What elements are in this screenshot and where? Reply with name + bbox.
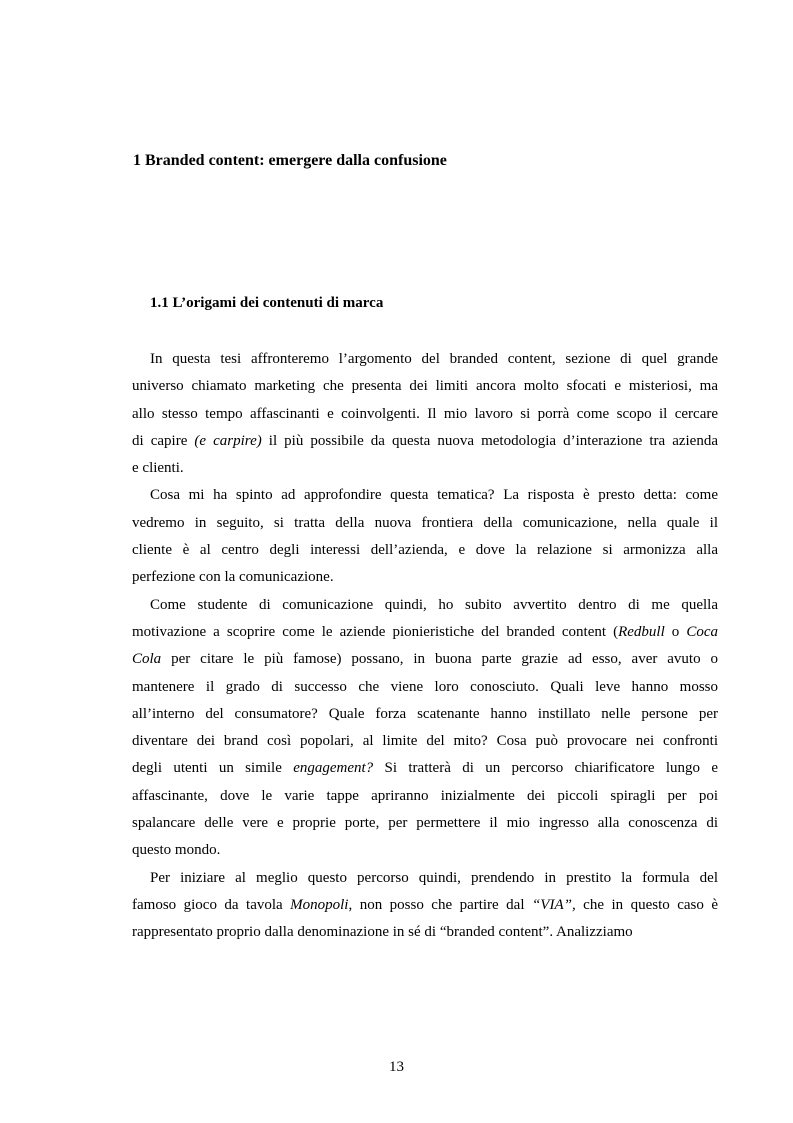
italic-text: “VIA”,: [531, 896, 576, 913]
italic-text: engagement?: [293, 760, 374, 777]
italic-text: Coca: [686, 623, 718, 640]
text-line: [132, 428, 718, 455]
text-line: [132, 783, 718, 810]
italic-text: Cola: [132, 651, 162, 668]
text-segment: questo mondo.: [132, 842, 221, 859]
text-segment: perfezione con la comunicazione.: [132, 569, 334, 586]
text-line: [132, 564, 718, 591]
text-segment: cliente è al centro degli interessi dell’azienda, e dove la relazione si armonizza alla: [132, 542, 718, 559]
text-line: [132, 701, 718, 728]
text-line: [132, 592, 718, 619]
text-segment: affascinante, dove le varie tappe apriranno inizialmente dei piccoli spiragli per poi: [132, 787, 718, 804]
text-line: [132, 646, 718, 673]
text-segment: diventare dei brand così popolari, al limite del mito? Cosa può provocare nei confronti: [132, 733, 718, 750]
text-line: [132, 837, 718, 864]
body-text: [132, 346, 718, 947]
text-segment: famoso gioco da tavola: [132, 896, 291, 913]
text-segment: rappresentato proprio dalla denominazione in sé di “branded content”. Analizziamo: [132, 924, 633, 941]
text-line: [132, 482, 718, 509]
text-segment: motivazione a scoprire come le aziende pionieristiche del branded content (: [132, 623, 619, 640]
text-line: [132, 455, 718, 482]
text-line: [132, 755, 718, 782]
text-segment: o: [664, 623, 687, 640]
text-segment: Come studente di comunicazione quindi, ho subito avvertito dentro di me quella: [150, 596, 718, 613]
text-segment: Per iniziare al meglio questo percorso quindi, prendendo in prestito la formula del: [150, 869, 718, 886]
text-line: [132, 401, 718, 428]
text-line: [132, 728, 718, 755]
text-segment: degli utenti un simile: [132, 760, 294, 777]
text-line: [132, 510, 718, 537]
text-segment: spalancare delle vere e proprie porte, per permettere il mio ingresso alla conoscenza di: [132, 815, 718, 832]
text-line: [132, 346, 718, 373]
paragraph: [132, 592, 718, 865]
paragraph: [132, 346, 718, 482]
text-segment: che in questo caso è: [575, 896, 718, 913]
text-line: [132, 619, 718, 646]
text-segment: e clienti.: [132, 460, 184, 477]
text-segment: Si tratterà di un percorso chiarificatore lungo e: [373, 760, 718, 777]
section-title: 1.1 L’origami dei contenuti di marca: [150, 295, 384, 311]
text-line: [132, 537, 718, 564]
chapter-title: 1 Branded content: emergere dalla confusione: [133, 152, 447, 169]
italic-text: (e carpire): [194, 432, 262, 449]
text-segment: allo stesso tempo affascinanti e coinvolgenti. Il mio lavoro si porrà come scopo il cercare: [132, 405, 718, 422]
text-segment: per citare le più famose) possano, in buona parte grazie ad esso, aver avuto o: [161, 651, 718, 668]
text-line: [132, 865, 718, 892]
italic-text: Redbull: [618, 623, 665, 640]
text-line: [132, 810, 718, 837]
text-line: [132, 919, 718, 946]
text-segment: di capire: [132, 432, 195, 449]
page-number: 13: [389, 1059, 404, 1075]
text-segment: universo chiamato marketing che presenta dei limiti ancora molto sfocati e misteriosi, ma: [132, 378, 718, 395]
paragraph: [132, 865, 718, 947]
text-segment: Cosa mi ha spinto ad approfondire questa tematica? La risposta è presto detta: come: [150, 487, 718, 504]
text-segment: , non posso che partire dal: [348, 896, 532, 913]
text-segment: il più possibile da questa nuova metodologia d’interazione tra azienda: [261, 432, 718, 449]
text-segment: In questa tesi affronteremo l’argomento del branded content, sezione di quel grande: [150, 351, 718, 367]
text-line: [132, 892, 718, 919]
text-segment: all’interno del consumatore? Quale forza scatenante hanno instillato nelle persone per: [132, 705, 718, 722]
italic-text: Monopoli: [290, 896, 349, 913]
paragraph: [132, 482, 718, 591]
text-line: [132, 373, 718, 400]
text-segment: mantenere il grado di successo che viene loro conosciuto. Quali leve hanno mosso: [132, 678, 718, 695]
text-line: [132, 674, 718, 701]
text-segment: vedremo in seguito, si tratta della nuova frontiera della comunicazione, nella quale il: [132, 514, 718, 531]
